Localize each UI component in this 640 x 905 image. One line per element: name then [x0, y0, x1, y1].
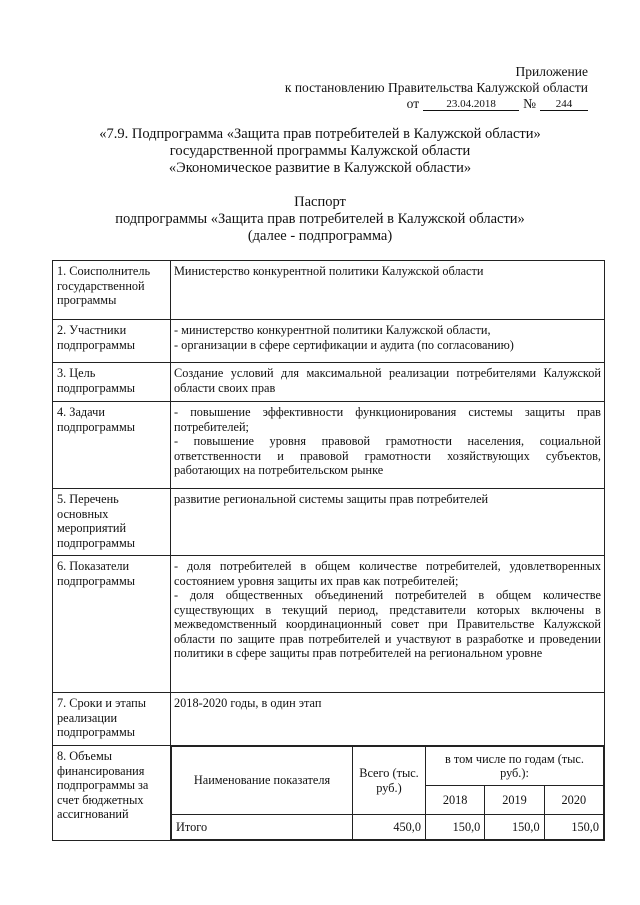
table-row [53, 693, 605, 746]
year-header-2019: 2019 [485, 786, 544, 815]
list-item: - организации в сфере сертификации и аудита (по согласованию) [174, 337, 514, 352]
year-header-2018: 2018 [426, 786, 485, 815]
list-item: - повышение уровня правовой грамотности населения, социальной ответственности и правовой грамотности хозяйствующих субъектов, работающих на потребительском рынке [174, 434, 601, 477]
passport-heading [0, 194, 640, 245]
col-name-header: Наименование показателя [172, 747, 353, 815]
total-row-2020: 150,0 [544, 815, 603, 840]
row-label: 3. Цель подпрограммы [53, 363, 171, 402]
annex-date: 23.04.2018 [423, 98, 519, 111]
annex-from-label: от [406, 96, 420, 111]
subprogram-heading [0, 126, 640, 177]
annex-date-line [285, 96, 588, 112]
table-row [53, 363, 605, 402]
row-label: 6. Показатели подпрограммы [53, 556, 171, 693]
list-item: - доля общественных объединений потребителей в общем количестве существующих в текущий период, представители которых включены в межведомственный координационный совет при Правительстве Калужской области по защите прав потребителей и участвуют в разработке и проведении политики в сфере защиты прав потребителей на региональном уровне [174, 588, 601, 660]
annex-decree-line: к постановлению Правительства Калужской области [284, 80, 588, 95]
heading-line-2: государственной программы Калужской области [169, 143, 471, 159]
total-row-2019: 150,0 [485, 815, 544, 840]
row-value: Создание условий для максимальной реализации потребителями Калужской области своих прав [171, 363, 605, 402]
col-total-header: Всего (тыс. руб.) [353, 747, 426, 815]
total-row-2018: 150,0 [426, 815, 485, 840]
heading-line-3: «Экономическое развитие в Калужской области» [168, 160, 472, 176]
list-item: - повышение эффективности функционирования системы защиты прав потребителей; [174, 405, 601, 434]
row-label: 8. Объемы финансирования подпрограммы за счет бюджетных ассигнований [53, 746, 171, 841]
row-value [171, 320, 605, 363]
total-row-sum: 450,0 [353, 815, 426, 840]
row-label: 2. Участники подпрограммы [53, 320, 171, 363]
row-label: 7. Сроки и этапы реализации подпрограммы [53, 693, 171, 746]
financing-header-row [172, 747, 604, 786]
annex-number-label: № [523, 96, 536, 111]
passport-table [52, 260, 605, 841]
row-value: 2018-2020 годы, в один этап [171, 693, 605, 746]
row-value [171, 556, 605, 693]
row-label: 4. Задачи подпрограммы [53, 402, 171, 489]
table-row [53, 261, 605, 320]
annex-block [285, 64, 588, 112]
row-value: развитие региональной системы защиты прав потребителей [171, 489, 605, 556]
table-row [53, 556, 605, 693]
annex-title: Приложение [515, 64, 588, 79]
financing-cell [171, 746, 605, 841]
passport-subtitle: подпрограммы «Защита прав потребителей в Калужской области» [115, 211, 525, 227]
heading-line-1: «7.9. Подпрограмма «Защита прав потребителей в Калужской области» [99, 126, 541, 142]
list-item: - доля потребителей в общем количестве потребителей, удовлетворенных состоянием уровня защиты их прав как потребителей; [174, 559, 601, 588]
financing-table [171, 746, 604, 840]
table-row [53, 320, 605, 363]
row-label: 1. Соисполнитель государственной программы [53, 261, 171, 320]
total-row-name: Итого [172, 815, 353, 840]
financing-total-row [172, 815, 604, 840]
row-label: 5. Перечень основных мероприятий подпрограммы [53, 489, 171, 556]
year-header-2020: 2020 [544, 786, 603, 815]
table-row [53, 489, 605, 556]
table-row [53, 746, 605, 841]
annex-number: 244 [540, 98, 588, 111]
passport-title: Паспорт [294, 194, 346, 210]
passport-note: (далее - подпрограмма) [247, 228, 393, 244]
row-value: Министерство конкурентной политики Калужской области [171, 261, 605, 320]
row-value [171, 402, 605, 489]
col-years-header: в том числе по годам (тыс. руб.): [426, 747, 604, 786]
list-item: - министерство конкурентной политики Калужской области, [174, 323, 491, 337]
table-row [53, 402, 605, 489]
